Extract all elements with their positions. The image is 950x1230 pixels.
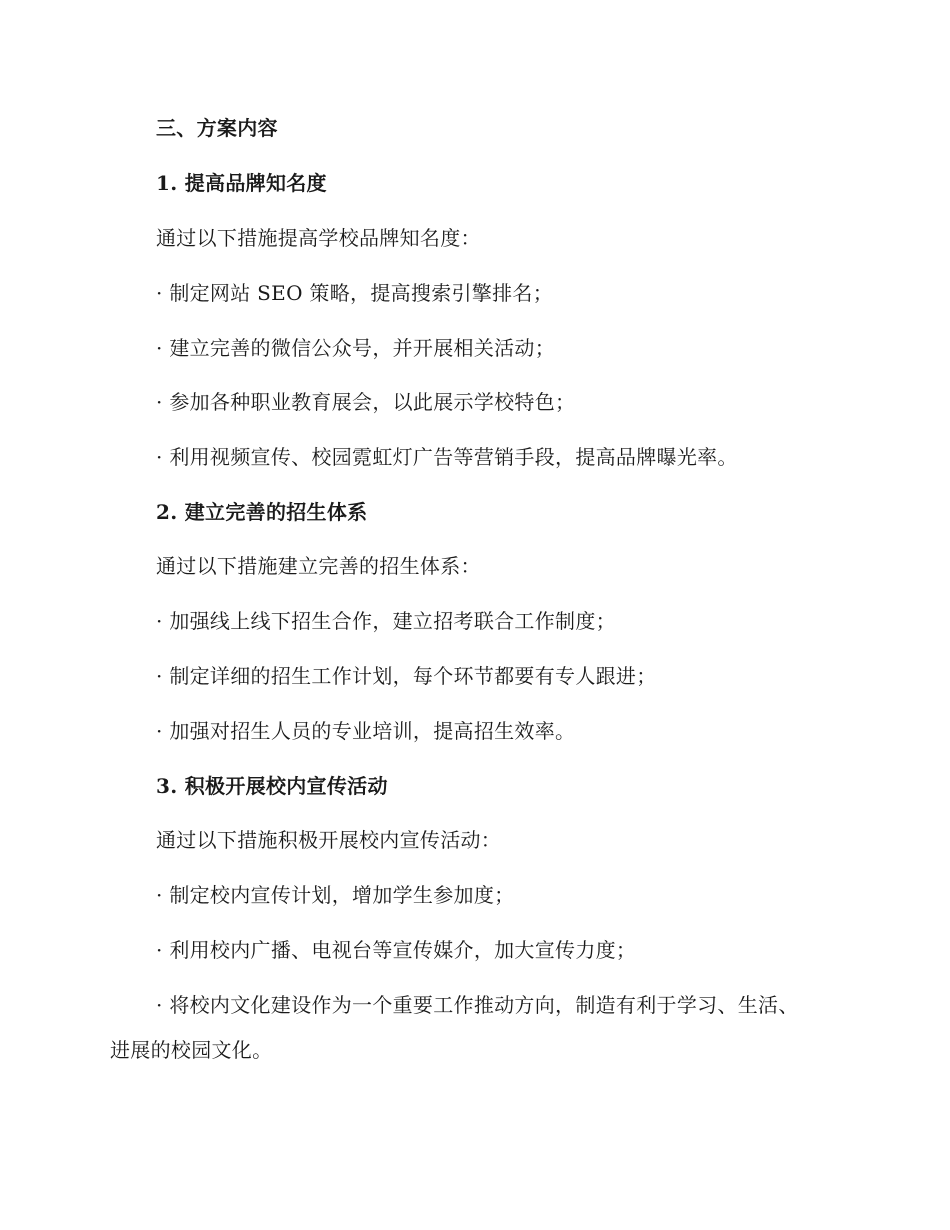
part1-intro: 通过以下措施提高学校品牌知名度： xyxy=(156,226,481,250)
part2-bullet-1: · 加强线上线下招生合作，建立招考联合工作制度； xyxy=(156,609,616,633)
part3-bullet-3: · 将校内文化建设作为一个重要工作推动方向，制造有利于学习、生活、进展的校园文化。 xyxy=(110,993,799,1062)
part2-intro: 通过以下措施建立完善的招生体系： xyxy=(156,554,481,578)
part2-bullet-3: · 加强对招生人员的专业培训，提高招生效率。 xyxy=(156,719,576,743)
part1-bullet-4: · 利用视频宣传、校园霓虹灯广告等营销手段，提高品牌曝光率。 xyxy=(156,445,738,469)
part1-heading: 1. 提高品牌知名度 xyxy=(156,171,327,195)
part3-intro: 通过以下措施积极开展校内宣传活动： xyxy=(156,828,502,852)
part2-heading: 2. 建立完善的招生体系 xyxy=(156,500,368,524)
part3-heading: 3. 积极开展校内宣传活动 xyxy=(156,774,388,798)
part3-bullet-2: · 利用校内广播、电视台等宣传媒介，加大宣传力度； xyxy=(156,938,637,962)
part1-bullet-1: · 制定网站 SEO 策略，提高搜索引擎排名； xyxy=(156,281,554,305)
part3-bullet-1: · 制定校内宣传计划，增加学生参加度； xyxy=(156,883,515,907)
part1-bullet-3: · 参加各种职业教育展会，以此展示学校特色； xyxy=(156,390,576,414)
section-title: 三、方案内容 xyxy=(156,116,278,140)
part1-bullet-2: · 建立完善的微信公众号，并开展相关活动； xyxy=(156,336,556,360)
part2-bullet-2: · 制定详细的招生工作计划，每个环节都要有专人跟进； xyxy=(156,664,657,688)
